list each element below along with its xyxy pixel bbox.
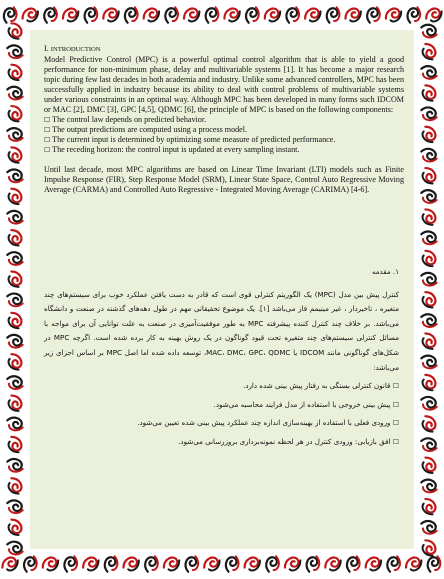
border-swirl xyxy=(244,555,261,572)
border-swirl xyxy=(7,291,24,308)
section-heading xyxy=(44,44,404,55)
border-swirl xyxy=(7,436,24,453)
border-swirl xyxy=(203,6,220,23)
border-swirl xyxy=(421,333,438,350)
border-swirl xyxy=(421,271,438,288)
border-swirl xyxy=(264,6,281,23)
border-swirl xyxy=(421,415,438,432)
border-swirl xyxy=(7,539,24,556)
persian-paragraph: کنترل پیش بین مدل (MPC) یک الگوریتم کنترلی قوی است که قادر به دست یافتن عملکرد خوب برای سیستم‌های چند متغیره ، تاخیردار ، غیر مینیمم فاز می‌باشد [۱]. یک موضوع تحقیقاتی مهم در طول دهه‌های گذشته در صنعت و دانشگاه می‌باشد. بر خلاف چند کنترل کننده پیشرفته MPC به طور موفقیت‌آمیزی در صنعت به علت توانایی آن برای مواجه با مسائل کنترلی سیستم‌های چند متغیره تحت قیود گوناگون در یک روش بهینه به کار برده شده است. اگرچه MPC در شکل‌های گوناگونی مانند IDCOM یا MAC، DMC، GPC، QDMC، توسعه داده شده اما اصل MPC بر اساس اجزای زیر می‌باشد: xyxy=(44,289,400,372)
border-swirl xyxy=(7,64,24,81)
border-swirl xyxy=(224,6,241,23)
border-swirl xyxy=(421,374,438,391)
border-swirl xyxy=(7,167,24,184)
border-swirl xyxy=(385,555,402,572)
border-swirl xyxy=(264,555,281,572)
checkbox-icon: ☐ xyxy=(44,126,51,135)
border-swirl xyxy=(7,188,24,205)
border-swirl xyxy=(421,43,438,60)
border-swirl xyxy=(62,555,79,572)
border-swirl xyxy=(324,6,341,23)
checkbox-icon: ☐ xyxy=(44,136,51,145)
border-swirl xyxy=(421,22,438,39)
border-swirl xyxy=(284,6,301,23)
border-swirl xyxy=(42,555,59,572)
checkbox-icon: ☐ xyxy=(392,382,399,391)
border-swirl xyxy=(7,333,24,350)
border-swirl xyxy=(82,555,99,572)
border-swirl xyxy=(324,555,341,572)
border-swirl xyxy=(7,415,24,432)
decorative-border-right xyxy=(414,0,444,579)
border-swirl xyxy=(365,555,382,572)
persian-bullet-item: ☐ ورودی فعلی با استفاده از بهینه‌سازی اندازه چند عملکرد پیش بینی شده تعیین می‌شود. xyxy=(137,418,399,428)
border-swirl xyxy=(421,85,438,102)
border-swirl xyxy=(421,188,438,205)
persian-bullet-item: ☐ پیش بینی خروجی با استفاده از مدل فرایند محاسبه می‌شود. xyxy=(213,399,399,409)
border-swirl xyxy=(82,6,99,23)
border-swirl xyxy=(7,43,24,60)
border-swirl xyxy=(7,457,24,474)
border-swirl xyxy=(42,6,59,23)
border-swirl xyxy=(421,395,438,412)
checkbox-icon: ☐ xyxy=(392,419,399,428)
border-swirl xyxy=(7,209,24,226)
border-swirl xyxy=(7,519,24,536)
border-swirl xyxy=(421,477,438,494)
border-swirl xyxy=(7,353,24,370)
checkbox-icon: ☐ xyxy=(392,400,399,409)
border-swirl xyxy=(7,84,24,101)
border-swirl xyxy=(421,250,438,267)
heading-word: INTRODUCTION xyxy=(50,46,101,53)
bullet-item: ☐ The receding horizon: the control input is updated at every sampling instant. xyxy=(44,145,300,155)
border-swirl xyxy=(421,436,438,453)
border-swirl xyxy=(421,498,438,515)
border-swirl xyxy=(183,555,200,572)
border-swirl xyxy=(244,6,261,23)
border-swirl xyxy=(421,229,438,246)
checkbox-icon: ☐ xyxy=(392,437,399,446)
border-swirl xyxy=(7,395,24,412)
checkbox-icon: ☐ xyxy=(44,146,51,155)
border-swirl xyxy=(421,353,438,370)
border-swirl xyxy=(345,6,362,23)
border-swirl xyxy=(421,291,438,308)
border-swirl xyxy=(421,64,438,81)
decorative-border-bottom xyxy=(0,549,444,579)
border-swirl xyxy=(7,312,24,329)
border-swirl xyxy=(7,147,24,164)
border-swirl xyxy=(62,6,79,23)
border-swirl xyxy=(123,6,140,23)
border-swirl xyxy=(7,229,24,246)
border-swirl xyxy=(421,146,438,163)
border-swirl xyxy=(123,555,140,572)
decorative-border-left xyxy=(0,0,30,579)
border-swirl xyxy=(304,555,321,572)
border-swirl xyxy=(7,271,24,288)
border-swirl xyxy=(143,6,160,23)
border-swirl xyxy=(7,23,24,40)
border-swirl xyxy=(345,555,362,572)
border-swirl xyxy=(143,555,160,572)
border-swirl xyxy=(7,250,24,267)
border-swirl xyxy=(7,105,24,122)
border-swirl xyxy=(163,6,180,23)
border-swirl xyxy=(421,105,438,122)
bullet-item: ☐ The control law depends on predicted behavior. xyxy=(44,115,207,125)
persian-bullet-item: ☐ افق بازیابی: ورودی کنترل در هر لحظه نمونه‌برداری بروزرسانی می‌شود. xyxy=(178,436,399,446)
border-swirl xyxy=(7,126,24,143)
border-swirl xyxy=(304,6,321,23)
persian-section xyxy=(44,265,399,450)
border-swirl xyxy=(203,555,220,572)
border-swirl xyxy=(7,498,24,515)
bullet-item: ☐ The output predictions are computed using a process model. xyxy=(44,125,248,135)
border-swirl xyxy=(421,539,438,556)
persian-heading: ۱. مقدمه xyxy=(371,267,399,276)
border-swirl xyxy=(421,519,438,536)
border-swirl xyxy=(163,555,180,572)
bullet-item: ☐ The current input is determined by optimizing some measure of predicted performance. xyxy=(44,135,336,145)
border-swirl xyxy=(7,477,24,494)
border-swirl xyxy=(421,312,438,329)
checkbox-icon: ☐ xyxy=(44,116,51,125)
border-swirl xyxy=(385,6,402,23)
border-swirl xyxy=(7,374,24,391)
border-swirl xyxy=(183,6,200,23)
lti-paragraph: Until last decade, most MPC algorithms are based on Linear Time Invariant (LTI) models such as Finite Impulse Response (FIR), Step Response Model (SRM), Linear State Space, Control Auto Regressive Moving Average (CARMA) and Controlled Auto Regressive - Integrated Moving Average (CARIMA) [4-6]. xyxy=(44,164,404,194)
border-swirl xyxy=(421,209,438,226)
border-swirl xyxy=(365,6,382,23)
persian-bullet-item: ☐ قانون کنترلی بستگی به رفتار پیش بینی شده دارد. xyxy=(243,381,399,391)
heading-number: I. xyxy=(44,44,49,53)
border-swirl xyxy=(421,457,438,474)
border-swirl xyxy=(102,555,119,572)
decorative-border-top xyxy=(0,0,444,30)
english-section xyxy=(44,44,404,195)
border-swirl xyxy=(421,126,438,143)
border-swirl xyxy=(284,555,301,572)
border-swirl xyxy=(223,555,240,572)
border-swirl xyxy=(421,167,438,184)
border-swirl xyxy=(102,6,119,23)
intro-paragraph: Model Predictive Control (MPC) is a powerful optimal control algorithm that is able to yield a good performance for non-minimum phase, delay and multivariable systems [1]. It has become a major research topic during few last decades in both academia and industry. Unlike some advanced controllers, MPC has been successfully applied in industry because its ability to deal with control problems of multivariable systems under various constraints in an optimal way. Although MPC has been developed in many forms such IDCOM or MAC [2], DMC [3], GPC [4,5], QDMC [6], the principle of MPC is based on the following components: xyxy=(44,55,404,115)
